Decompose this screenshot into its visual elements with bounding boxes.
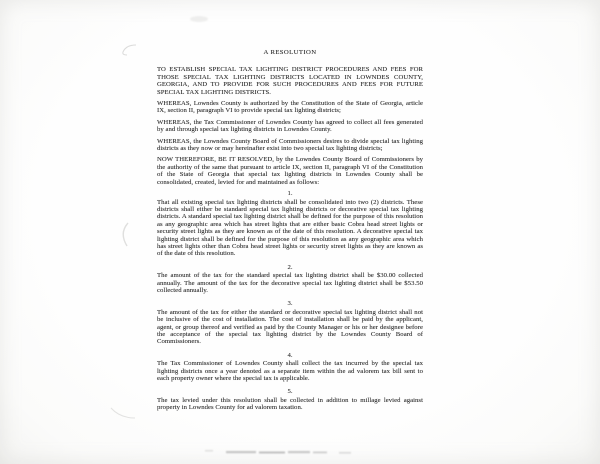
section-paragraph-2: The amount of the tax for the standard special tax lighting district shall be $30.00 collected annually. The amount of the tax for the decorative special tax lighting district shall be $53.50 collected annually. [157,272,423,294]
section-number-5: 5. [287,388,293,396]
title-clause: TO ESTABLISH SPECIAL TAX LIGHTING DISTRICT PROCEDURES AND FEES FOR THOSE SPECIAL TAX LIGHTING DISTRICTS LOCATED IN LOWNDES COUNTY, GEORGIA, AND TO PROVIDE FOR SUCH PROCEDURES AND FEES FOR FUTURE SPECIAL TAX LIGHTING DISTRICTS. [157,66,423,96]
pen-mark-top-left [123,45,136,55]
section-paragraph-3: The amount of the tax for either the standard or decorative special tax lighting district shall not be inclusive of the cost of installation. The cost of installation shall be paid by the applicant, agent, or group thereof and verified as paid by the County Manager or his or her designee before the acceptance of the special tax lighting district by the Lowndes County Board of Commissioners. [157,308,423,346]
scanner-blot-top [190,16,208,22]
document-title: A RESOLUTION [263,49,317,56]
section-number-1: 1. [287,190,293,198]
whereas-clause-2: WHEREAS, the Tax Commissioner of Lowndes County has agreed to collect all fees generated by and through special tax lighting districts in Lowndes County. [157,118,423,134]
whereas-clause-1: WHEREAS, Lowndes County is authorized by the Constitution of the State of Georgia, article IX, section II, paragraph VI to provide special tax lighting districts; [157,100,423,115]
pen-mark-bottom-left [111,408,135,418]
scanner-smudge-bottom [205,450,351,454]
document-body [157,49,423,418]
pen-mark-parenthesis [123,223,128,246]
resolved-clause: NOW THEREFORE, BE IT RESOLVED, by the Lowndes County Board of Commissioners by the authority of the same that pursuant to article IX, section II, paragraph VI of the Constitution of the State of Georgia that special tax lighting districts in Lowndes County shall be consolidated, created, levied for and maintained as follows: [157,156,423,186]
section-number-4: 4. [287,351,293,359]
section-number-2: 2. [287,263,293,271]
section-number-3: 3. [287,300,293,308]
section-paragraph-1: That all existing special tax lighting districts shall be consolidated into two (2) districts. These districts shall either be standard special tax lighting districts or decorative special tax lighting districts. A standard special tax lighting district shall be defined for the purpose of this resolution as any geographic area which has street lights that are either basic Cobra head street lights or security street lights as they are known as of the date of this resolution. A decorative special tax lighting district shall be defined for the purpose of this resolution as any geographic area which has street lights other than Cobra head street lights or security street lights as they are known as of the date of this resolution. [157,198,423,258]
section-paragraph-4: The Tax Commissioner of Lowndes County shall collect the tax incurred by the special tax lighting districts once a year denoted as a separate item within the ad valorem tax bill sent to each property owner where the special tax is applicable. [157,360,423,383]
section-paragraph-5: The tax levied under this resolution shall be collected in addition to millage levied against property in Lowndes County for ad valorem taxation. [157,396,423,412]
whereas-clause-3: WHEREAS, the Lowndes County Board of Commissioners desires to divide special tax lighting districts as they now or may hereinafter exist into two special tax lighting districts; [157,137,423,153]
